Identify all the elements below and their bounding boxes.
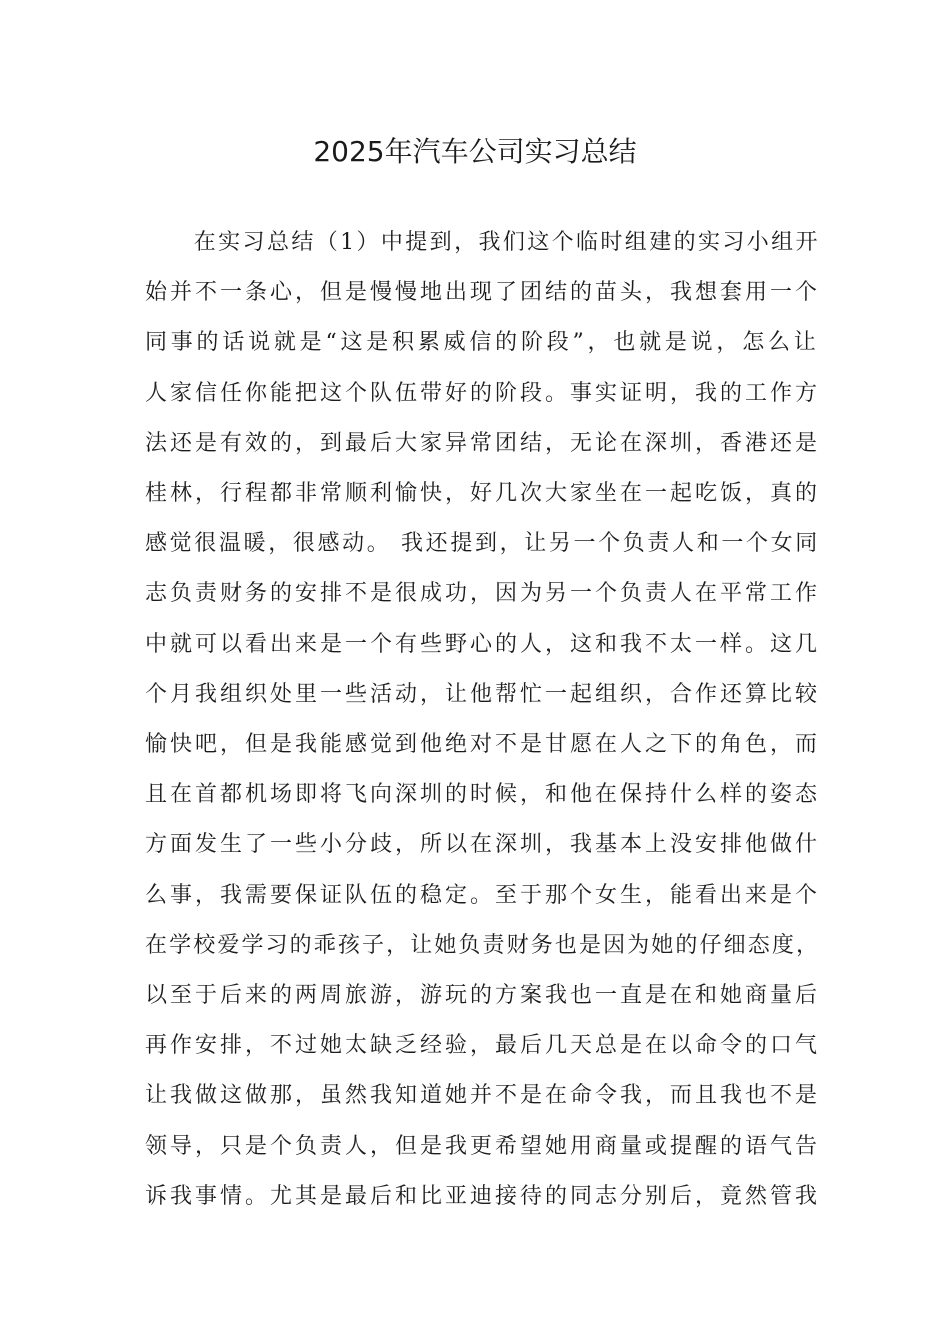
document-title: 2025年汽车公司实习总结 [313, 135, 637, 168]
paragraph-line: 诉我事情。尤其是最后和比亚迪接待的同志分别后，竟然管我 [145, 1183, 821, 1209]
paragraph-line: 法还是有效的，到最后大家异常团结，无论在深圳，香港还是 [145, 430, 821, 456]
paragraph-line: 同事的话说就是“这是积累威信的阶段”，也就是说，怎么让 [145, 330, 820, 356]
paragraph-line: 感觉很温暖，很感动。 我还提到，让另一个负责人和一个女同 [145, 531, 820, 557]
paragraph-line: 始并不一条心，但是慢慢地出现了团结的苗头，我想套用一个 [145, 280, 821, 306]
paragraph-line: 志负责财务的安排不是很成功，因为另一个负责人在平常工作 [145, 581, 821, 607]
paragraph-line: 且在首都机场即将飞向深圳的时候，和他在保持什么样的姿态 [145, 782, 821, 808]
paragraph-line: 以至于后来的两周旅游，游玩的方案我也一直是在和她商量后 [145, 983, 821, 1008]
paragraph-line: 在学校爱学习的乖孩子，让她负责财务也是因为她的仔细态度， [145, 932, 821, 958]
paragraph-line: 么事，我需要保证队伍的稳定。至于那个女生，能看出来是个 [145, 882, 821, 908]
paragraph-line: 中就可以看出来是一个有些野心的人，这和我不太一样。这几 [145, 631, 821, 657]
paragraph-line: 愉快吧，但是我能感觉到他绝对不是甘愿在人之下的角色，而 [145, 732, 821, 757]
paragraph-line: 个月我组织处里一些活动，让他帮忙一起组织，合作还算比较 [145, 681, 821, 707]
paragraph-line: 让我做这做那，虽然我知道她并不是在命令我，而且我也不是 [145, 1083, 821, 1109]
paragraph-line: 桂林，行程都非常顺利愉快，好几次大家坐在一起吃饭，真的 [145, 481, 821, 506]
paragraph-line: 方面发生了一些小分歧，所以在深圳，我基本上没安排他做什 [145, 832, 821, 858]
paragraph-line: 领导，只是个负责人，但是我更希望她用商量或提醒的语气告 [145, 1133, 821, 1159]
paragraph-line: 再作安排，不过她太缺乏经验，最后几天总是在以命令的口气 [145, 1033, 821, 1059]
paragraph-line: 人家信任你能把这个队伍带好的阶段。事实证明，我的工作方 [145, 380, 821, 406]
paragraph-line: 在实习总结（1）中提到，我们这个临时组建的实习小组开 [145, 230, 820, 255]
